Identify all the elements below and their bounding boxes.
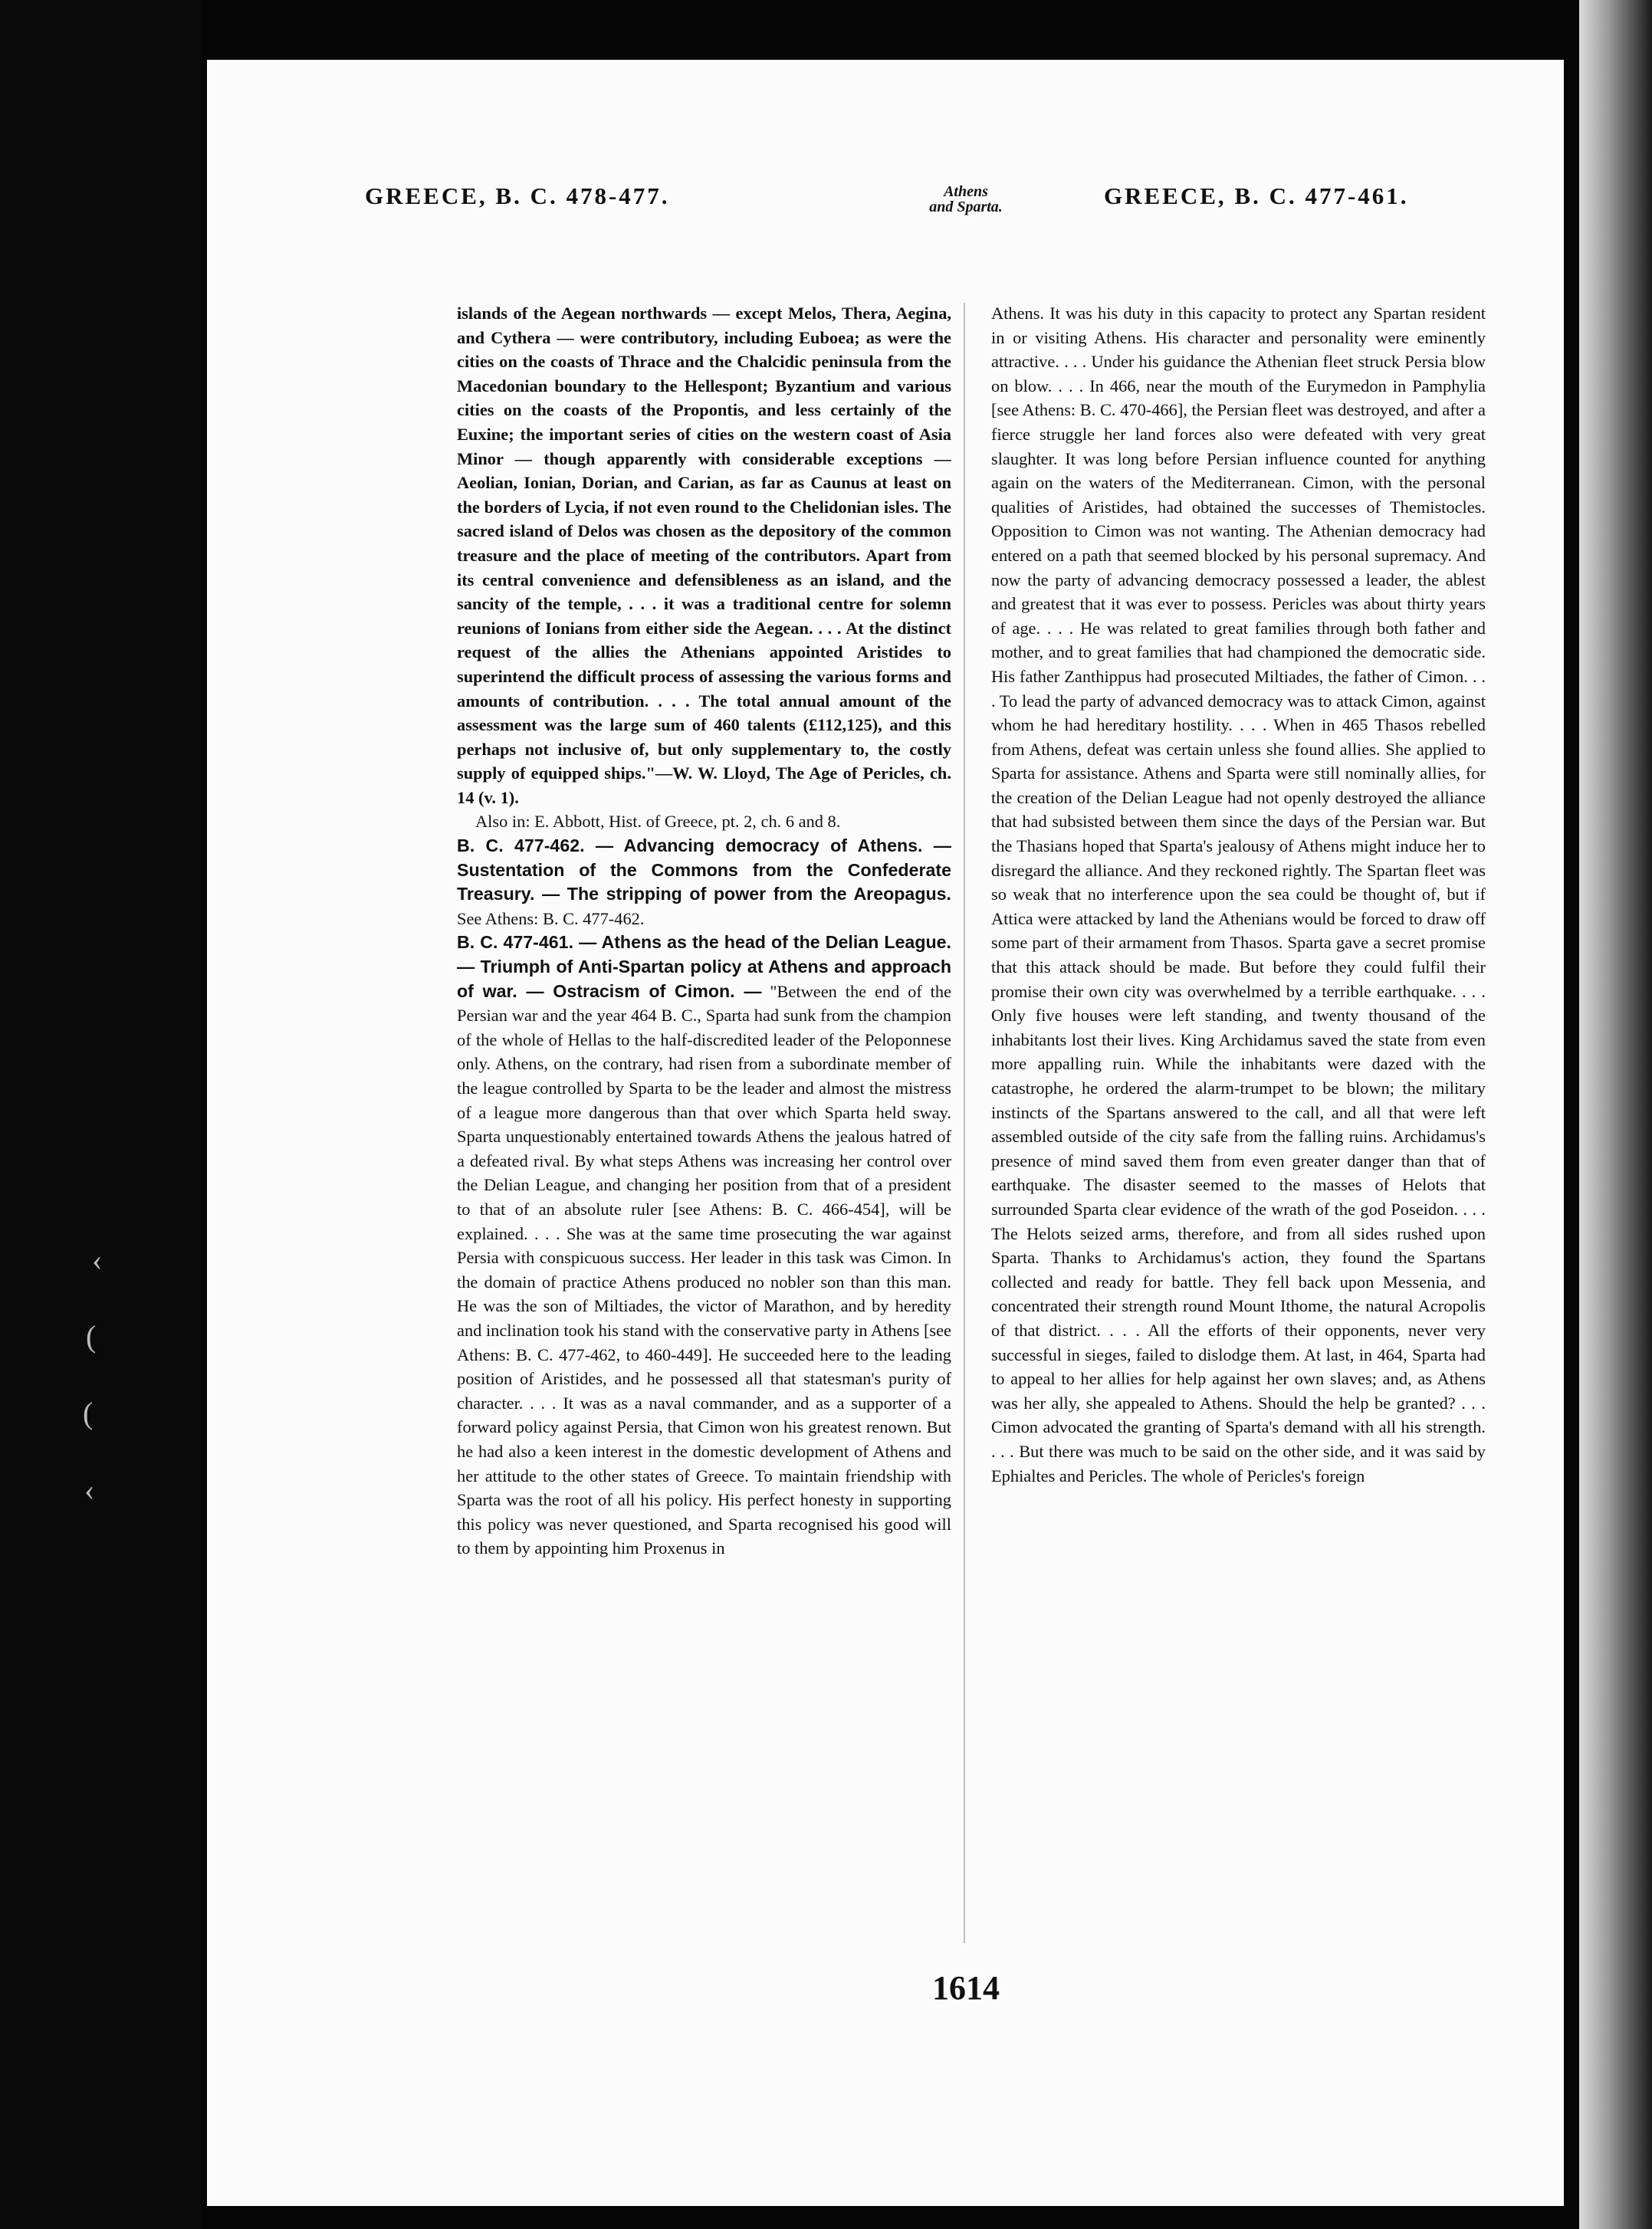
running-head-center-line1: Athens (944, 183, 988, 200)
margin-mark: ‹ (92, 1243, 103, 1277)
right-column (991, 301, 1486, 1949)
entry-477-462 (457, 834, 951, 931)
running-head-left: GREECE, B. C. 478-477. (365, 182, 670, 209)
scanner-left-margin (0, 0, 201, 2229)
entry-477-461 (457, 931, 951, 1560)
margin-mark: ( (86, 1319, 97, 1354)
entry-body: "Between the end of the Persian war and the year 464 B. C., Sparta had sunk from the champion of the whole of Hellas to the half-discredited leader of the Peloponnese only. Athens, on the contrary, had risen from a subordinate member of the league controlled by Sparta to be the leader and almost the mistress of a league more dangerous than that over which Sparta held sway. Sparta unquestionably entertained towards Athens the jealous hatred of a defeated rival. By what steps Athens was increasing her control over the Delian League, and changing her position from that of a president to that of an absolute ruler [see Athens: B. C. 466-454], will be explained. . . . She was at the same time prosecuting the war against Persia with conspicuous success. Her leader in this task was Cimon. In the domain of practice Athens produced no nobler son than this man. He was the son of Miltiades, the victor of Marathon, and by heredity and inclination took his stand with the conservative party in Athens [see Athens: B. C. 477-462, to 460-449]. He succeeded here to the leading position of Aristides, and he possessed all that statesman's purity of character. . . . It was as a naval commander, and as a supporter of a forward policy against Persia, that Cimon won his greatest renown. But he had also a keen interest in the domestic development of Athens and her attitude to the other states of Greece. To maintain friendship with Sparta was the root of all his policy. His perfect honesty in supporting this policy was never questioned, and Sparta recognised his good will to them by appointing him Proxenus in (457, 981, 951, 1558)
right-column-text: Athens. It was his duty in this capacity to protect any Spartan resident in or visiting Athens. His character and personality were eminently attractive. . . . Under his guidance the Athenian fleet struck Persia blow on blow. . . . In 466, near the mouth of the Eurymedon in Pamphylia [see Athens: B. C. 470-466], the Persian fleet was destroyed, and after a fierce struggle her land forces also were defeated with very great slaughter. It was long before Persian influence counted for anything again on the waters of the Mediterranean. Cimon, with the personal qualities of Aristides, had obtained the successes of Themistocles. Opposition to Cimon was not wanting. The Athenian democracy had entered on a path that seemed blocked by his personal supremacy. And now the party of advancing democracy possessed a leader, the ablest and greatest that it was ever to possess. Pericles was about thirty years of age. . . . He was related to great families through both father and mother, and to great families that had championed the democratic side. His father Zanthippus had prosecuted Miltiades, the father of Cimon. . . . To lead the party of advanced democracy was to attack Cimon, against whom he had hereditary hostility. . . . When in 465 Thasos rebelled from Athens, defeat was certain unless she found allies. She applied to Sparta for assistance. Athens and Sparta were still nominally allies, for the creation of the Delian League had not openly destroyed the alliance that had subsisted between them since the days of the Persian war. But the Thasians hoped that Sparta's jealousy of Athens might induce her to disregard the alliance. And they reckoned rightly. The Spartan fleet was so weak that no interference upon the sea could be thought of, but if Attica were attacked by land the Athenians would be forced to draw off some part of their armament from Thasos. Sparta gave a secret promise that this attack should be made. But before they could fulfil their promise their own city was overwhelmed by a terrible earthquake. . . . Only five houses were left standing, and twenty thousand of the inhabitants lost their lives. King Archidamus saved the state from even more appalling ruin. While the inhabitants were dazed with the catastrophe, he ordered the alarm-trumpet to be blown; the military instincts of the Spartans answered to the call, and all that were left assembled outside of the city safe from the falling ruins. Archidamus's presence of mind saved them from even greater danger than that of earthquake. The disaster seemed to the masses of Helots that surrounded Sparta clear evidence of the wrath of the god Poseidon. . . . The Helots seized arms, therefore, and from all sides rushed upon Sparta. Thanks to Archidamus's action, they found the Spartans collected and ready for battle. They fell back upon Messenia, and concentrated their strength round Mount Ithome, the natural Acropolis of that district. . . . All the efforts of their opponents, never very successful in sieges, failed to dislodge them. At last, in 464, Sparta had to appeal to her allies for help against her own slaves; and, as Athens was her ally, she appealed to Athens. Should the help be granted? . . . Cimon advocated the granting of Sparta's demand with all his strength. . . . But there was much to be said on the other side, and it was said by Ephialtes and Pericles. The whole of Pericles's foreign (991, 304, 1486, 1485)
also-in-reference: Also in: E. Abbott, Hist. of Greece, pt. 2, ch. 6 and 8. (475, 812, 841, 832)
running-head-right: GREECE, B. C. 477-461. (1104, 182, 1409, 209)
column-divider (964, 303, 965, 1943)
entry-heading: B. C. 477-462. — Advancing democracy of Athens. — Sustentation of the Commons from the Confederate Treasury. — The stripping of power from the Areopagus. (457, 835, 951, 904)
continued-paragraph: islands of the Aegean northwards — except Melos, Thera, Aegina, and Cythera — were contributory, including Euboea; as were the cities on the coasts of Thrace and the Chalcidic peninsula from the Macedonian boundary to the Hellespont; Byzantium and various cities on the coasts of the Propontis, and less certainly of the Euxine; the important series of cities on the western coast of Asia Minor — though apparently with considerable exceptions — Aeolian, Ionian, Dorian, and Carian, as far as Caunus at least on the borders of Lycia, if not even round to the Chelidonian isles. The sacred island of Delos was chosen as the depository of the common treasure and the place of meeting of the contributors. Apart from its central convenience and defensibleness as an island, and the sancity of the temple, . . . it was a traditional centre for solemn reunions of Ionians from either side the Aegean. . . . At the distinct request of the allies the Athenians appointed Aristides to superintend the difficult process of assessing the various forms and amounts of contribution. . . . The total annual amount of the assessment was the large sum of 460 talents (£112,125), and this perhaps not inclusive of, but only supplementary to, the costly supply of equipped ships."—W. W. Lloyd, The Age of Pericles, ch. 14 (v. 1). (457, 304, 951, 807)
page-number: 1614 (932, 1969, 1000, 2007)
page-edge-shadow (1579, 0, 1652, 2229)
running-head-center-line2: and Sparta. (929, 199, 1003, 215)
left-column (457, 301, 951, 1949)
margin-marks (69, 1242, 130, 1625)
margin-mark: ( (83, 1396, 94, 1430)
running-head-center (905, 184, 1027, 215)
entry-cross-reference: See Athens: B. C. 477-462. (457, 908, 645, 928)
entry-heading: B. C. 477-461. — Athens as the head of the Delian League. — Triumph of Anti-Spartan policy at Athens and approach of war. — Ostracism of Cimon. — (457, 932, 951, 1001)
margin-mark: ‹ (84, 1472, 95, 1507)
